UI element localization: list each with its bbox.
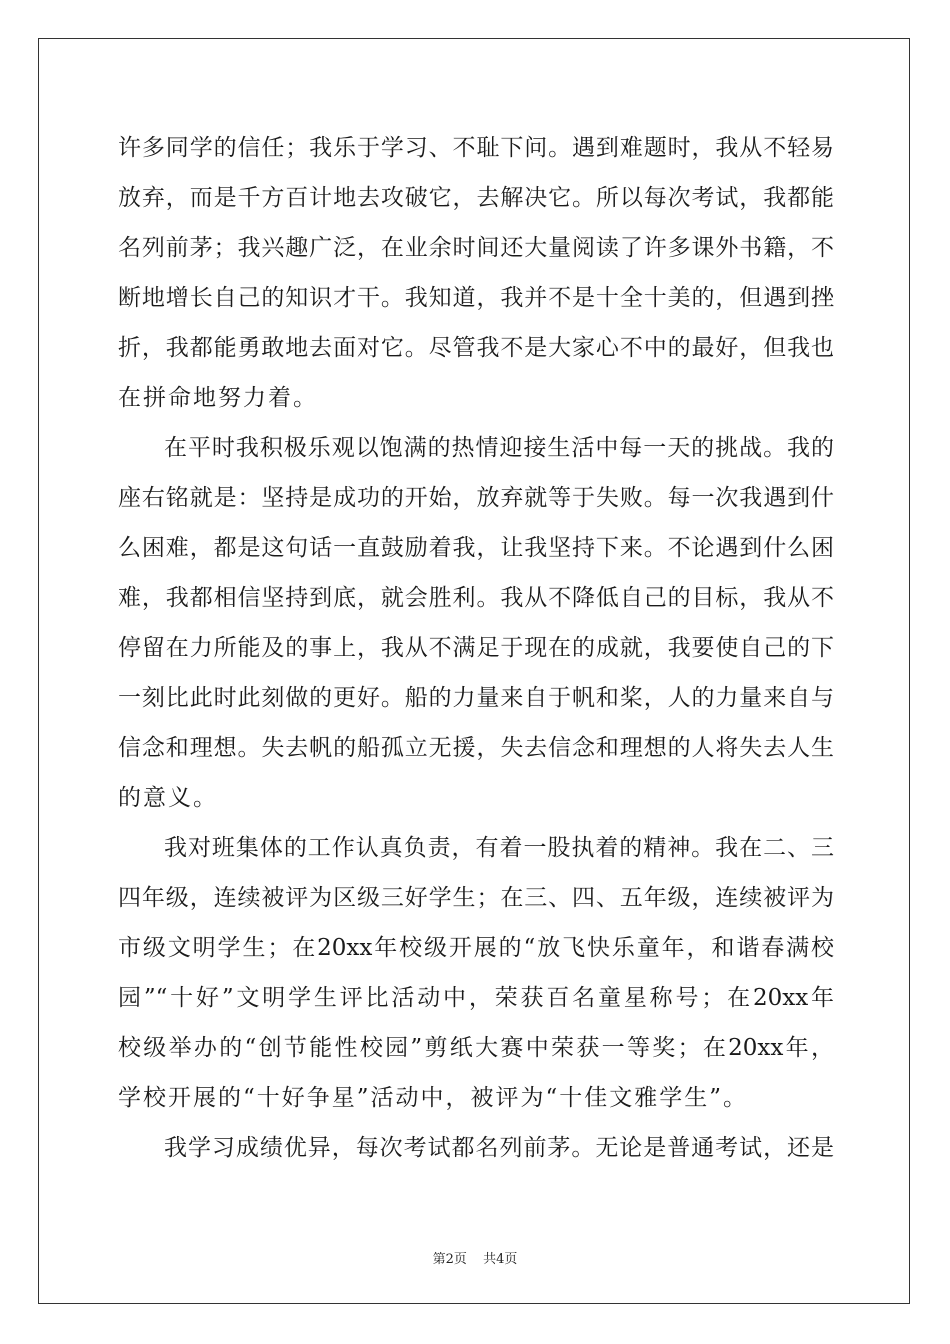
page-border [38, 38, 910, 1304]
page-number: 第2页 [432, 1252, 467, 1267]
text-line: 断地增长自己的知识才干。我知道，我并不是十全十美的，但遇到挫 [118, 285, 834, 311]
text-line: 座右铭就是：坚持是成功的开始，放弃就等于失败。每一次我遇到什 [118, 485, 834, 511]
paragraph-first-line: 在平时我积极乐观以饱满的热情迎接生活中每一天的挑战。我的 [164, 435, 834, 461]
paragraph-first-line: 我学习成绩优异，每次考试都名列前茅。无论是普通考试，还是 [164, 1135, 834, 1161]
text-line: 在拼命地努力着。 [118, 385, 318, 411]
text-line: 折，我都能勇敢地去面对它。尽管我不是大家心不中的最好，但我也 [118, 335, 834, 361]
page-footer [0, 1248, 950, 1267]
text-line: 难，我都相信坚持到底，就会胜利。我从不降低自己的目标，我从不 [118, 585, 834, 611]
text-line: 么困难，都是这句话一直鼓励着我，让我坚持下来。不论遇到什么困 [118, 535, 834, 561]
text-line: 的意义。 [118, 785, 218, 811]
text-line: 校级举办的“创节能性校园”剪纸大赛中荣获一等奖；在20xx年， [118, 1035, 834, 1061]
text-line: 学校开展的“十好争星”活动中，被评为“十佳文雅学生”。 [118, 1085, 749, 1111]
paragraph-first-line: 我对班集体的工作认真负责，有着一股执着的精神。我在二、三 [164, 835, 834, 861]
text-line: 四年级，连续被评为区级三好学生；在三、四、五年级，连续被评为 [118, 885, 834, 911]
text-line: 园”“十好”文明学生评比活动中，荣获百名童星称号；在20xx年 [118, 985, 834, 1011]
text-line: 放弃，而是千方百计地去攻破它，去解决它。所以每次考试，我都能 [118, 185, 834, 211]
text-line: 许多同学的信任；我乐于学习、不耻下问。遇到难题时，我从不轻易 [118, 135, 834, 161]
text-line: 停留在力所能及的事上，我从不满足于现在的成就，我要使自己的下 [118, 635, 834, 661]
text-line: 一刻比此时此刻做的更好。船的力量来自于帆和桨，人的力量来自与 [118, 685, 834, 711]
text-line: 信念和理想。失去帆的船孤立无援，失去信念和理想的人将失去人生 [118, 735, 834, 761]
page-total: 共4页 [483, 1252, 518, 1267]
text-line: 名列前茅；我兴趣广泛，在业余时间还大量阅读了许多课外书籍，不 [118, 235, 834, 261]
text-line: 市级文明学生；在20xx年校级开展的“放飞快乐童年，和谐春满校 [118, 935, 834, 961]
